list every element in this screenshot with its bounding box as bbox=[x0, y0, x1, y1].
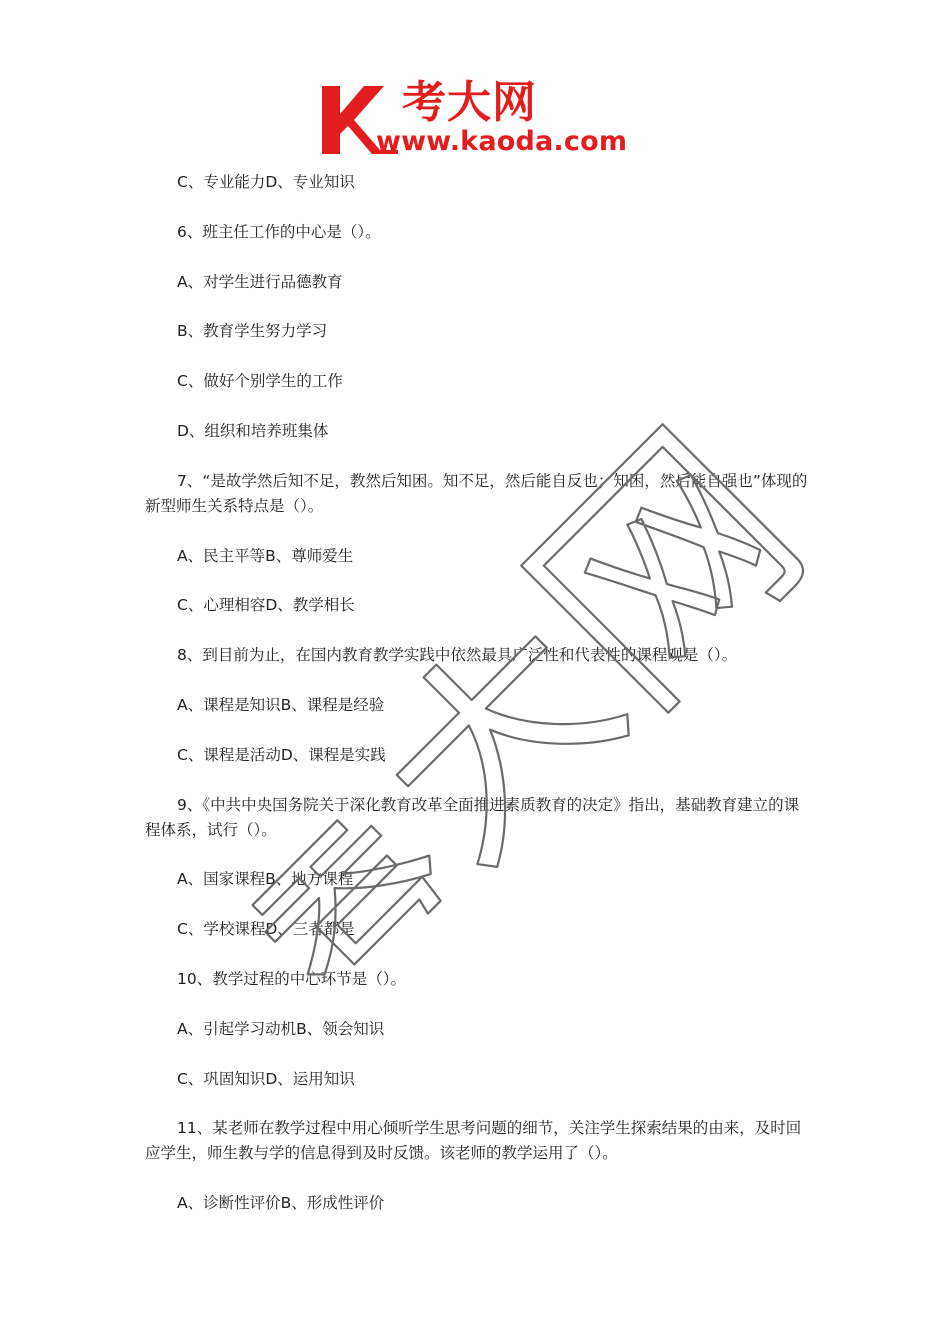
question-paragraph: 6、班主任工作的中心是（）。 bbox=[177, 222, 381, 241]
question-paragraph: C、做好个别学生的工作 bbox=[177, 372, 343, 391]
question-paragraph: A、对学生进行品德教育 bbox=[177, 272, 343, 291]
question-paragraph: A、引起学习动机B、领会知识 bbox=[177, 1019, 385, 1038]
question-paragraph: A、诊断性评价B、形成性评价 bbox=[177, 1194, 385, 1213]
question-paragraph: C、学校课程D、三者都是 bbox=[177, 920, 355, 939]
site-logo bbox=[318, 77, 638, 160]
question-paragraph: A、课程是知识B、课程是经验 bbox=[177, 695, 385, 714]
question-paragraph: C、巩固知识D、运用知识 bbox=[177, 1069, 355, 1088]
question-paragraph: 11、某老师在教学过程中用心倾听学生思考问题的细节，关注学生探索结果的由来，及时回应学生，师生教与学的信息得到及时反馈。该老师的教学运用了（）。 bbox=[145, 1119, 802, 1163]
logo-url: www.kaoda.com bbox=[376, 126, 628, 157]
question-paragraph: A、民主平等B、尊师爱生 bbox=[177, 546, 354, 565]
question-paragraph: C、心理相容D、教学相长 bbox=[177, 596, 355, 615]
question-paragraph: 7、“是故学然后知不足，教然后知困。知不足，然后能自反也；知困，然后能自强也”体现的新型师生关系特点是（）。 bbox=[145, 471, 808, 515]
question-paragraph: A、国家课程B、地方课程 bbox=[177, 870, 354, 889]
question-paragraph: 10、教学过程的中心环节是（）。 bbox=[177, 969, 406, 988]
question-paragraph: 9、《中共中央国务院关于深化教育改革全面推进素质教育的决定》指出，基础教育建立的课程体系，试行（）。 bbox=[145, 795, 800, 839]
question-paragraph: C、课程是活动D、课程是实践 bbox=[177, 745, 386, 764]
question-paragraph: B、教育学生努力学习 bbox=[177, 322, 328, 341]
question-paragraph: D、组织和培养班集体 bbox=[177, 421, 329, 440]
document-body bbox=[145, 170, 810, 1241]
logo-title: 考大网 bbox=[402, 77, 537, 128]
question-paragraph: C、专业能力D、专业知识 bbox=[177, 173, 355, 191]
question-paragraph: 8、到目前为止，在国内教育教学实践中依然最具广泛性和代表性的课程观是（）。 bbox=[177, 646, 738, 665]
